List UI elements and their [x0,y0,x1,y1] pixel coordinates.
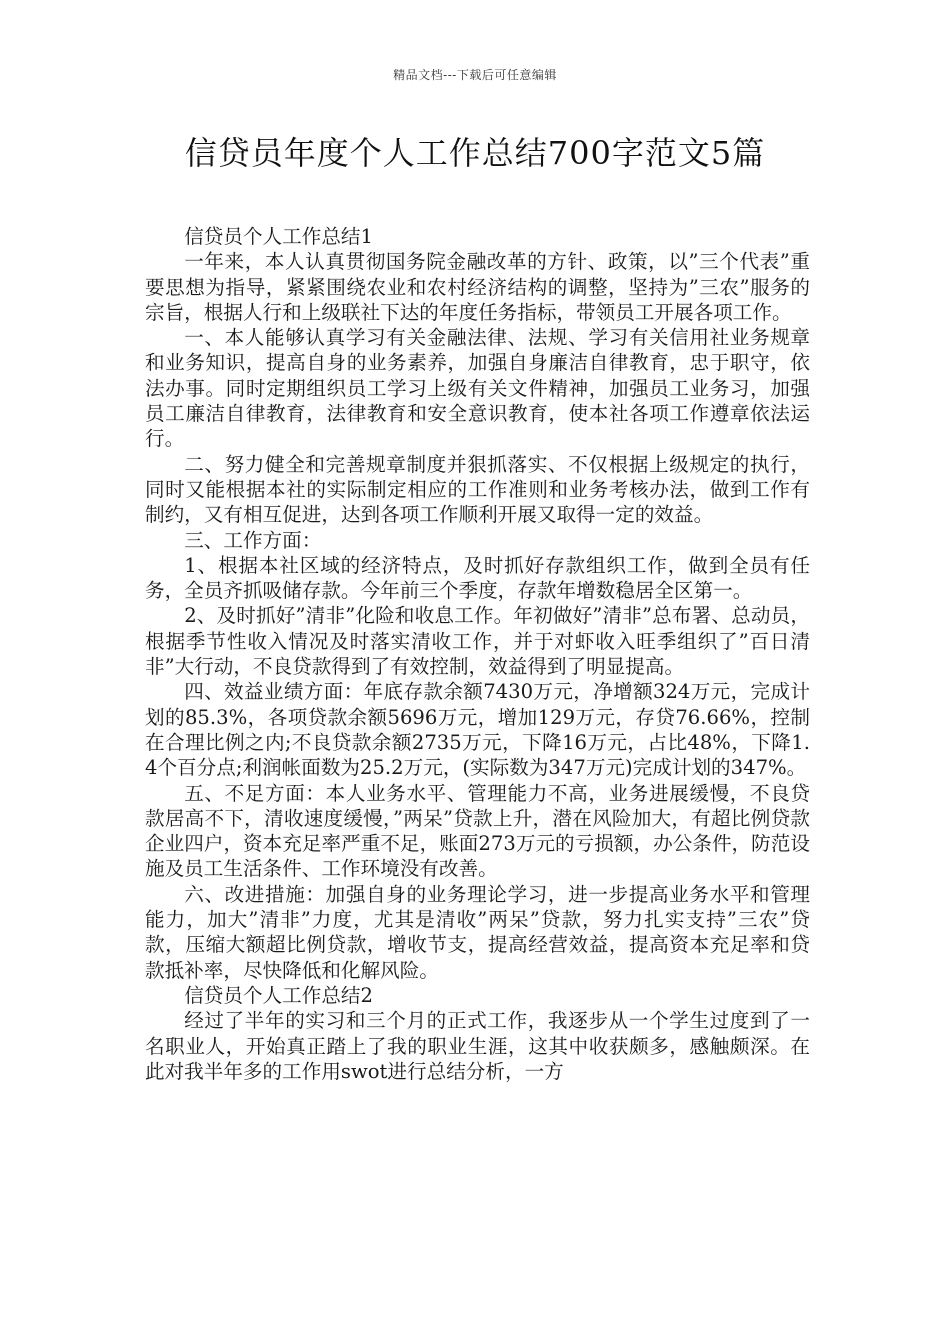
paragraph: 二、努力健全和完善规章制度并狠抓落实、不仅根据上级规定的执行，同时又能根据本社的实际制定相应的工作准则和业务考核办法，做到工作有制约，又有相互促进，达到各项工作顺利开展又取得一定的效益。 [145,452,810,527]
paragraph: 六、改进措施：加强自身的业务理论学习，进一步提高业务水平和管理能力，加大”清非”力度，尤其是清收”两呆”贷款，努力扎实支持”三农”贷款，压缩大额超比例贷款，增收节支，提高经营效益，提高资本充足率和贷款抵补率，尽快降低和化解风险。 [145,882,810,982]
paragraph: 五、不足方面：本人业务水平、管理能力不高，业务进展缓慢，不良贷款居高不下，清收速度缓慢，”两呆”贷款上升，潜在风险加大，有超比例贷款企业四户，资本充足率严重不足，账面273万元的亏损额，办公条件，防范设施及员工生活条件、工作环境没有改善。 [145,781,810,881]
section-heading: 信贷员个人工作总结1 [184,225,373,248]
document-body [145,224,810,1084]
document-title: 信贷员年度个人工作总结700字范文5篇 [184,134,766,172]
paragraph: 四、效益业绩方面：年底存款余额7430万元，净增额324万元，完成计划的85.3%，各项贷款余额5696万元，增加129万元，存贷76.66%，控制在合理比例之内;不良贷款余额2735万元，下降16万元，占比48%，下降1.4个百分点;利润帐面数为25.2万元，(实际数为347万元)完成计划的347%。 [145,680,810,780]
paragraph: 2、及时抓好”清非”化险和收息工作。年初做好”清非”总布署、总动员，根据季节性收入情况及时落实清收工作，并于对虾收入旺季组织了”百日清非”大行动，不良贷款得到了有效控制，效益得到了明显提高。 [145,604,810,679]
paragraph: 一、本人能够认真学习有关金融法律、法规、学习有关信用社业务规章和业务知识，提高自身的业务素养，加强自身廉洁自律教育，忠于职守，依法办事。同时定期组织员工学习上级有关文件精神，加强员工业务习，加强员工廉洁自律教育，法律教育和安全意识教育，使本社各项工作遵章依法运行。 [145,326,810,451]
paragraph: 一年来，本人认真贯彻国务院金融改革的方针、政策，以”三个代表”重要思想为指导，紧紧围绕农业和农村经济结构的调整，坚持为”三农”服务的宗旨，根据人行和上级联社下达的年度任务指标，带领员工开展各项工作。 [145,250,810,324]
paragraph: 经过了半年的实习和三个月的正式工作，我逐步从一个学生过度到了一名职业人，开始真正踏上了我的职业生涯，这其中收获颇多，感触颇深。在此对我半年多的工作用swot进行总结分析，一方 [145,1009,810,1083]
section-heading: 信贷员个人工作总结2 [184,983,373,1007]
page-header-note: 精品文档---下载后可任意编辑 [393,68,557,82]
section-heading: 三、工作方面： [184,528,322,552]
paragraph: 1、根据本社区域的经济特点，及时抓好存款组织工作，做到全员有任务，全员齐抓吸储存款。今年前三个季度，存款年增数稳居全区第一。 [145,553,810,603]
